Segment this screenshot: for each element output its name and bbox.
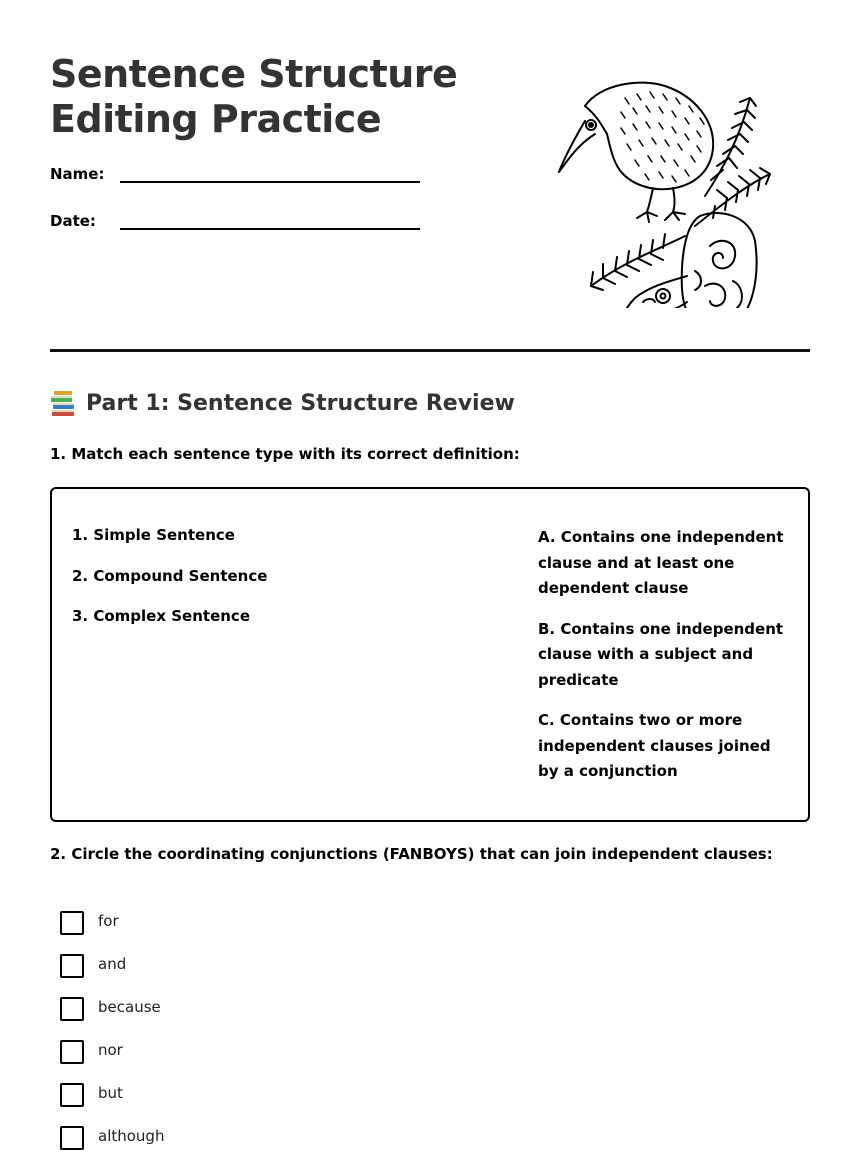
date-field-row [50, 211, 430, 241]
checkbox[interactable] [60, 954, 84, 978]
date-label: Date: [50, 212, 96, 230]
definition-item: C. Contains two or more independent clauses joined by a conjunction [538, 711, 771, 780]
option-because[interactable] [60, 995, 460, 1038]
checkbox[interactable] [60, 911, 84, 935]
section-divider [50, 349, 810, 352]
title-line-2: Editing Practice [50, 97, 382, 141]
part1-heading-text: Part 1: Sentence Structure Review [86, 391, 515, 416]
option-for[interactable] [60, 909, 460, 952]
books-icon [50, 390, 76, 418]
question-2-prompt: 2. Circle the coordinating conjunctions (FANBOYS) that can join independent clauses: [50, 845, 773, 863]
checkbox[interactable] [60, 1083, 84, 1107]
matching-box [50, 487, 810, 822]
sentence-type-item: 3. Complex Sentence [72, 607, 250, 625]
part1-heading [50, 386, 515, 422]
option-and[interactable] [60, 952, 460, 995]
definition-item: B. Contains one independent clause with a subject and predicate [538, 619, 784, 689]
checkbox[interactable] [60, 997, 84, 1021]
title-line-1: Sentence Structure [50, 52, 458, 96]
checkbox[interactable] [60, 1126, 84, 1150]
sentence-type-item: 2. Compound Sentence [72, 566, 268, 585]
option-label: nor [98, 1041, 123, 1059]
page-title [50, 52, 457, 142]
option-label: because [98, 998, 161, 1016]
sentence-type-item: 1. Simple Sentence [72, 526, 235, 544]
option-label: for [98, 912, 119, 930]
worksheet-header [50, 50, 810, 310]
definition-item: A. Contains one independent clause and at least one dependent clause [538, 528, 784, 597]
sentence-types-list [72, 525, 432, 647]
checkbox[interactable] [60, 1040, 84, 1064]
option-label: although [98, 1127, 165, 1145]
definitions-list [538, 525, 788, 800]
option-but[interactable] [60, 1081, 460, 1124]
option-label: and [98, 955, 127, 973]
date-field[interactable] [120, 228, 420, 230]
name-field[interactable] [120, 181, 420, 183]
question-1-prompt: 1. Match each sentence type with its correct definition: [50, 445, 520, 463]
option-label: but [98, 1084, 123, 1102]
name-field-row [50, 164, 430, 194]
name-label: Name: [50, 165, 105, 183]
conjunction-options [60, 909, 460, 1167]
kiwi-bird-illustration [555, 76, 775, 308]
option-nor[interactable] [60, 1038, 460, 1081]
